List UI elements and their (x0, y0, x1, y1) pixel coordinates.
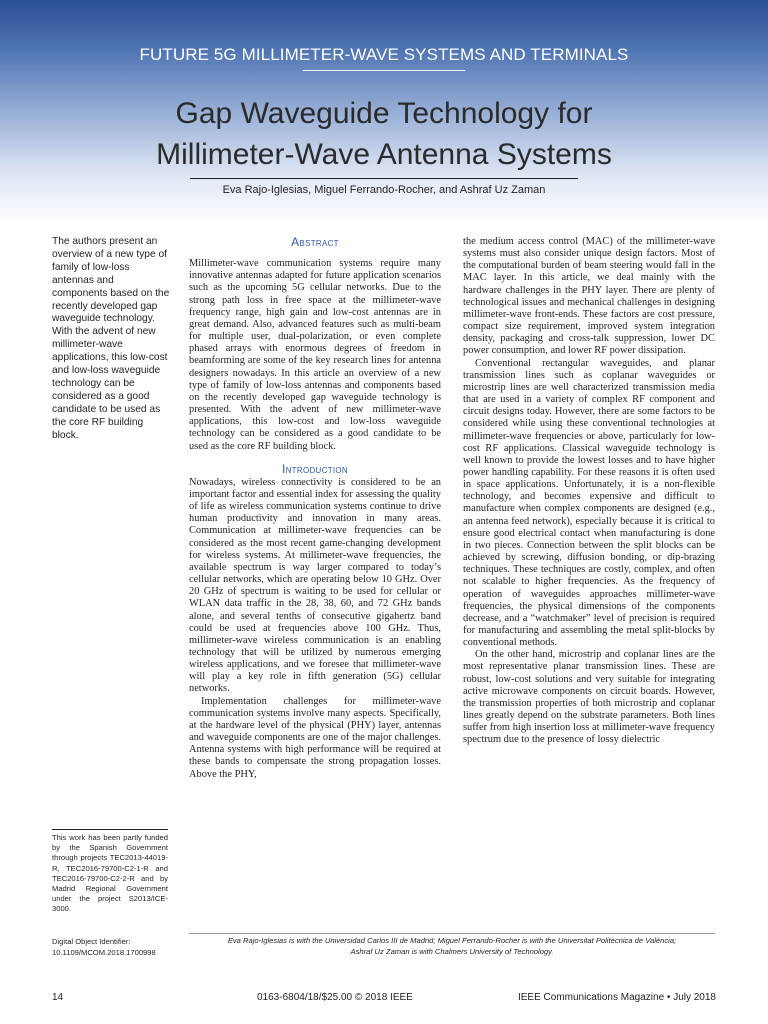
intro-paragraph-3: the medium access control (MAC) of the millimeter-wave systems must also consider unique design factors. Most of the computational burden of beam steering would fall in the MAC layer. In this article, we deal mainly with the hardware challenges in the PHY layer. There are plenty of technological issues and mechanical challenges in designing millimeter-wave front-ends. These factors are cost pressure, compact size requirement, improved system integration density, packaging and cross-talk suppression, lower DC power consumption, and lower RF power dissipation. (463, 236, 715, 357)
intro-paragraph-1: Nowadays, wireless connectivity is considered to be an important factor and essential index for assessing the quality of life as wireless communication systems continue to drive human productivity and innovation in many areas. Communication at millimeter-wave frequencies can be considered as the most recent game-changing development for wireless systems. At millimeter-wave frequencies, the available spectrum is way larger compared to today’s cellular networks, which are operating below 10 GHz. Over 20 GHz of spectrum is waiting to be used for cellular or WLAN data traffic in the 28, 38, 60, and 72 GHz bands alone, and several tenths of consecutive gigahertz band could be used at frequencies above 100 GHz. Thus, millimeter-wave wireless communication is an enabling technology that will be utilized by numerous emerging wireless applications, and we foresee that millimeter-wave will play a key role in fifth generation (5G) cellular networks. (189, 476, 441, 695)
intro-paragraph-2: Implementation challenges for millimeter-wave communication systems involve many aspects. Specifically, at the hardware level of the physical (PHY) layer, antennas and waveguide components are one of the major challenges. Antenna systems with high performance will be required at these bands to compensate the strong propagation losses. Above the PHY, (189, 695, 441, 780)
issn-price: 0163-6804/18/$25.00 © 2018 IEEE (257, 992, 413, 1003)
title-line-2: Millimeter-Wave Antenna Systems (156, 138, 612, 171)
introduction-heading: Introduction (281, 461, 349, 476)
abstract-heading: Abstract (291, 235, 339, 249)
title-line-1: Gap Waveguide Technology for (175, 97, 593, 130)
authors: Eva Rajo-Iglesias, Miguel Ferrando-Rocher, and Ashraf Uz Zaman (222, 184, 546, 196)
abstract-text: Millimeter-wave communication systems require many innovative antennas adapted for future application scenarios such as the upcoming 5G cellular networks. Due to the strong path loss in free space at the millimeter-wave frequency range, high gain and low-cost antennas are in great demand. Also, advanced features such as multi-beam for multiple user, dual-polarization, or even complete phased arrays with enormous degrees of freedom in beamforming are some of the key research lines for antenna designers nowadays. In this article an overview of a new type of family of low-loss antennas and components based on the recently developed gap waveguide technology is presented. With the advent of new millimeter-wave applications, this low-cost and low-loss waveguide technology can be considered as a good candidate to be used as the core RF building block. (189, 258, 441, 452)
column-right (463, 236, 715, 747)
funding-note: This work has been partly funded by the Spanish Government through projects TEC2013-44019-R, TEC2016-79700-C2-1-R and TEC2016-79700-C2-2-R and by Madrid Regional Government under the project S2013/ICE-3000. (52, 833, 168, 914)
summary-text: The authors present an overview of a new type of family of low-loss antennas and components based on the recently developed gap waveguide technology. With the advent of new millimeter-wave applications, this low-cost and low-loss waveguide technology can be considered as a good candidate to be used as the core RF building block. (52, 236, 170, 441)
column-left (189, 236, 441, 781)
summary-sidebar (52, 236, 172, 443)
doi-label: Digital Object Identifier: (52, 937, 131, 946)
page-number: 14 (52, 992, 64, 1003)
title-rule (190, 178, 578, 179)
affiliation-note (189, 936, 715, 957)
magazine-issue: IEEE Communications Magazine • July 2018 (517, 992, 716, 1003)
affiliation-line-2: Ashraf Uz Zaman is with Chalmers University of Technology. (350, 946, 554, 956)
article-title (0, 93, 768, 175)
funding-rule (52, 829, 168, 830)
affiliation-rule (189, 933, 715, 934)
intro-paragraph-5: On the other hand, microstrip and coplanar lines are the most representative planar transmission lines. These are robust, low-cost solutions and very suitable for integrating active microwave components on circuit boards. However, the transmission properties of both microstrip and coplanar lines greatly depend on the substrate parameters. Both lines suffer from high insertion loss at millimeter-wave frequency spectrum due to the presence of lossy dielectric (463, 649, 715, 746)
series-rule (303, 70, 465, 71)
doi-block (52, 937, 177, 958)
affiliation-line-1: Eva Rajo-Iglesias is with the Universidad Carlos III de Madrid; Miguel Ferrando-Rocher is with the Universitat Politècnica de València; (227, 936, 677, 945)
series-title: FUTURE 5G MILLIMETER-WAVE SYSTEMS AND TERMINALS (139, 45, 629, 64)
page-footer (52, 992, 716, 1012)
doi-value: 10.1109/MCOM.2018.1700998 (52, 947, 156, 957)
intro-paragraph-4: Conventional rectangular waveguides, and planar transmission lines such as coplanar waveguides or microstrip lines are well characterized transmission media that are used in a variety of complex RF component and circuit designs today. However, there are some factors to be considered while using these conventional technologies at millimeter-wave frequencies or above, particularly for low-cost RF applications. Classical waveguide technology is well known to provide the lowest losses and to have higher power handling capability. For these reasons it is often used in space applications. Unfortunately, it is a non-flexible technology, and becomes expensive and difficult to manufacture when complex components are designed (e.g., an antenna feed network), especially because it is critical to ensure good electrical contact when manufacturing is done in two pieces. Connection between the split blocks can be achieved by screwing, diffusion bonding, or dip-brazing techniques. These techniques are costly, complex, and often not scalable to higher frequencies. As the frequency of operation of waveguides approaches millimeter-wave frequencies, the physical dimensions of the components decrease, and a “watchmaker” level of precision is required for manufacturing and assembling the metal split-blocks by conventional methods. (463, 357, 715, 649)
